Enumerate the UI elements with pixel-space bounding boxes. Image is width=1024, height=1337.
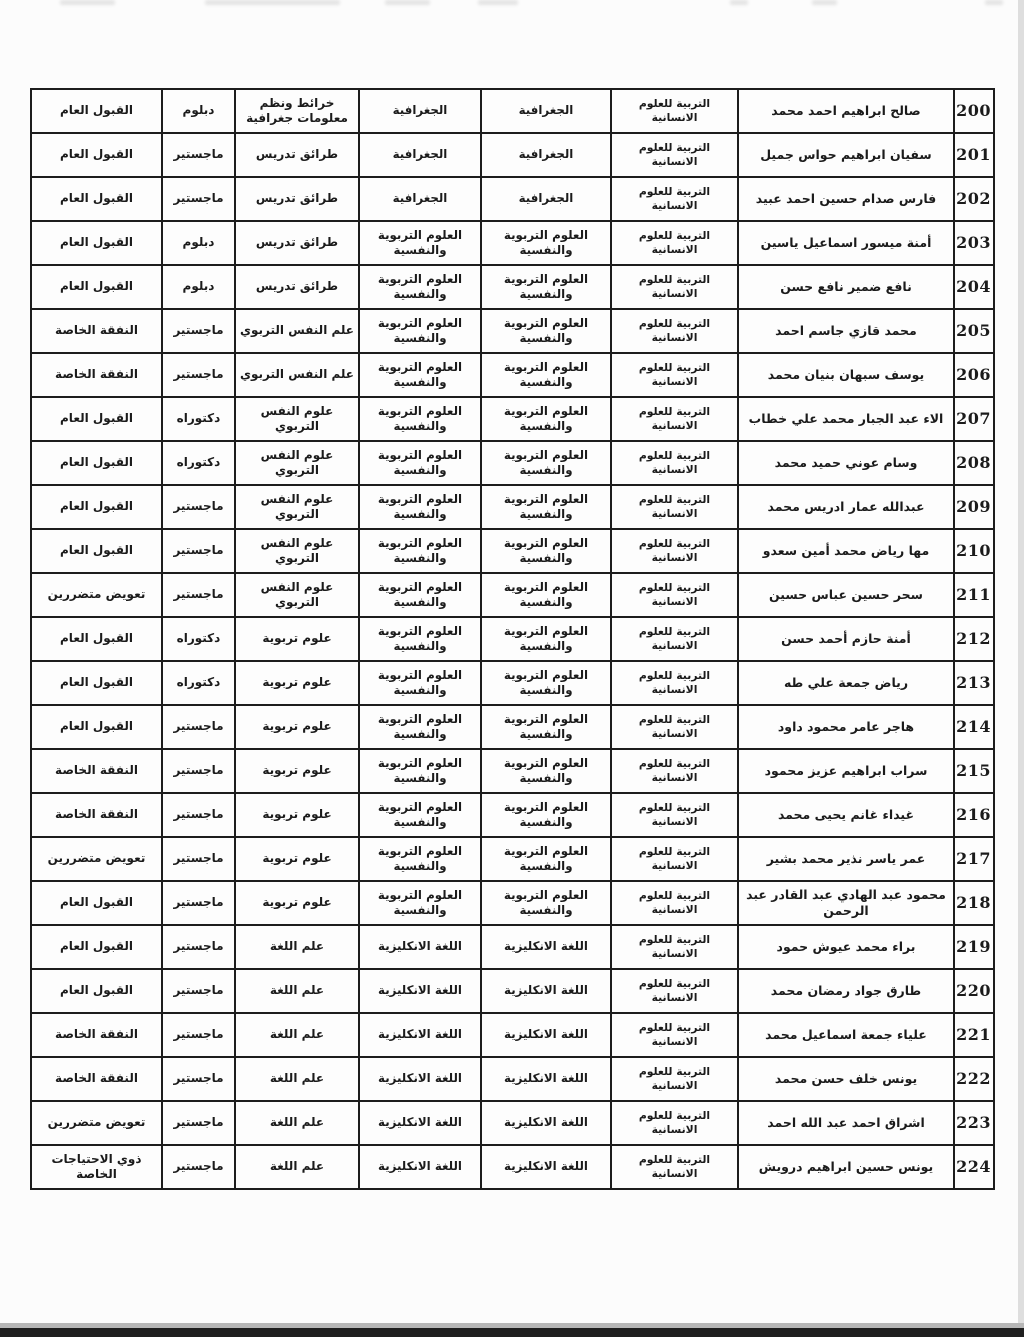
specialty-cell: علوم تربوية [235,705,359,749]
scan-edge-right [1018,0,1024,1337]
table-row [31,265,994,309]
specialty-cell: علم النفس التربوي [235,309,359,353]
student-name-cell: براء محمد عيوش حمود [738,925,954,969]
general-specialty-cell: العلوم التربوية والنفسية [359,793,481,837]
general-specialty-cell: العلوم التربوية والنفسية [359,881,481,925]
general-specialty-cell: اللغة الانكليزية [359,1013,481,1057]
college-cell: التربية للعلوم الانسانية [611,1145,738,1189]
serial-number-cell: 207 [954,397,994,441]
serial-number-cell: 204 [954,265,994,309]
college-cell: التربية للعلوم الانسانية [611,177,738,221]
student-name-cell: أمنة ميسور اسماعيل ياسين [738,221,954,265]
table-row [31,1145,994,1189]
scan-edge-bottom [0,1328,1024,1337]
specialty-cell: علوم تربوية [235,793,359,837]
student-name-cell: يونس حسين ابراهيم درويش [738,1145,954,1189]
table-row [31,221,994,265]
college-cell: التربية للعلوم الانسانية [611,793,738,837]
specialty-cell: طرائق تدريس [235,133,359,177]
admission-channel-cell: القبول العام [31,397,162,441]
college-cell: التربية للعلوم الانسانية [611,749,738,793]
table-row [31,573,994,617]
department-cell: العلوم التربوية والنفسية [481,221,611,265]
department-cell: العلوم التربوية والنفسية [481,661,611,705]
scan-artifact [730,0,748,5]
student-name-cell: علياء جمعة اسماعيل محمد [738,1013,954,1057]
table-row [31,793,994,837]
specialty-cell: علوم النفس التربوي [235,397,359,441]
serial-number-cell: 202 [954,177,994,221]
department-cell: العلوم التربوية والنفسية [481,881,611,925]
degree-cell: دكتوراه [162,441,235,485]
degree-cell: دكتوراه [162,617,235,661]
admission-channel-cell: القبول العام [31,529,162,573]
admission-channel-cell: النفقة الخاصة [31,353,162,397]
admission-channel-cell: القبول العام [31,265,162,309]
student-name-cell: اشراق احمد عبد الله احمد [738,1101,954,1145]
serial-number-cell: 209 [954,485,994,529]
admission-channel-cell: النفقة الخاصة [31,749,162,793]
department-cell: العلوم التربوية والنفسية [481,441,611,485]
degree-cell: ماجستير [162,353,235,397]
specialty-cell: علوم تربوية [235,661,359,705]
general-specialty-cell: العلوم التربوية والنفسية [359,837,481,881]
student-name-cell: غيداء غانم يحيى محمد [738,793,954,837]
admission-channel-cell: القبول العام [31,89,162,133]
degree-cell: ماجستير [162,177,235,221]
degree-cell: ماجستير [162,1101,235,1145]
general-specialty-cell: العلوم التربوية والنفسية [359,705,481,749]
student-name-cell: نافع ضمير نافع حسن [738,265,954,309]
admission-channel-cell: القبول العام [31,617,162,661]
general-specialty-cell: الجغرافية [359,89,481,133]
admission-channel-cell: تعويض متضررين [31,573,162,617]
admission-channel-cell: النفقة الخاصة [31,793,162,837]
degree-cell: ماجستير [162,925,235,969]
table-row [31,397,994,441]
student-name-cell: طارق جواد رمضان محمد [738,969,954,1013]
specialty-cell: علوم تربوية [235,881,359,925]
scan-artifact [812,0,837,5]
serial-number-cell: 210 [954,529,994,573]
degree-cell: ماجستير [162,1145,235,1189]
student-name-cell: يوسف سبهان بنيان محمد [738,353,954,397]
scan-artifact [478,0,518,5]
specialty-cell: طرائق تدريس [235,265,359,309]
college-cell: التربية للعلوم الانسانية [611,353,738,397]
admission-channel-cell: القبول العام [31,441,162,485]
department-cell: اللغة الانكليزية [481,1145,611,1189]
admission-channel-cell: تعويض متضررين [31,1101,162,1145]
specialty-cell: خرائط ونظم معلومات جغرافية [235,89,359,133]
student-name-cell: عبدالله عمار ادريس محمد [738,485,954,529]
table-row [31,353,994,397]
specialty-cell: علوم النفس التربوي [235,573,359,617]
table-row [31,969,994,1013]
serial-number-cell: 200 [954,89,994,133]
serial-number-cell: 217 [954,837,994,881]
specialty-cell: علوم النفس التربوي [235,529,359,573]
college-cell: التربية للعلوم الانسانية [611,441,738,485]
scan-artifact [205,0,340,5]
college-cell: التربية للعلوم الانسانية [611,89,738,133]
admission-channel-cell: ذوي الاحتياجات الخاصة [31,1145,162,1189]
specialty-cell: علوم تربوية [235,837,359,881]
serial-number-cell: 208 [954,441,994,485]
admissions-table [30,88,995,1190]
department-cell: العلوم التربوية والنفسية [481,573,611,617]
degree-cell: ماجستير [162,133,235,177]
student-name-cell: محمود عبد الهادي عبد القادر عبد الرحمن [738,881,954,925]
specialty-cell: علوم النفس التربوي [235,485,359,529]
serial-number-cell: 224 [954,1145,994,1189]
degree-cell: ماجستير [162,881,235,925]
department-cell: الجغرافية [481,133,611,177]
specialty-cell: علوم تربوية [235,617,359,661]
department-cell: اللغة الانكليزية [481,1013,611,1057]
table-row [31,529,994,573]
table-row [31,177,994,221]
serial-number-cell: 220 [954,969,994,1013]
degree-cell: ماجستير [162,573,235,617]
college-cell: التربية للعلوم الانسانية [611,969,738,1013]
department-cell: الجغرافية [481,89,611,133]
general-specialty-cell: العلوم التربوية والنفسية [359,749,481,793]
college-cell: التربية للعلوم الانسانية [611,221,738,265]
scan-artifact [60,0,115,5]
specialty-cell: علم اللغة [235,1013,359,1057]
college-cell: التربية للعلوم الانسانية [611,573,738,617]
college-cell: التربية للعلوم الانسانية [611,265,738,309]
serial-number-cell: 221 [954,1013,994,1057]
general-specialty-cell: العلوم التربوية والنفسية [359,309,481,353]
degree-cell: ماجستير [162,793,235,837]
college-cell: التربية للعلوم الانسانية [611,661,738,705]
general-specialty-cell: اللغة الانكليزية [359,1057,481,1101]
department-cell: العلوم التربوية والنفسية [481,837,611,881]
admission-channel-cell: النفقة الخاصة [31,309,162,353]
admission-channel-cell: القبول العام [31,133,162,177]
serial-number-cell: 201 [954,133,994,177]
serial-number-cell: 206 [954,353,994,397]
serial-number-cell: 203 [954,221,994,265]
general-specialty-cell: العلوم التربوية والنفسية [359,573,481,617]
table-row [31,705,994,749]
admission-channel-cell: القبول العام [31,661,162,705]
general-specialty-cell: الجغرافية [359,133,481,177]
serial-number-cell: 205 [954,309,994,353]
department-cell: اللغة الانكليزية [481,969,611,1013]
admission-channel-cell: القبول العام [31,221,162,265]
degree-cell: دبلوم [162,89,235,133]
specialty-cell: علم اللغة [235,925,359,969]
department-cell: العلوم التربوية والنفسية [481,793,611,837]
table-body [31,89,994,1189]
general-specialty-cell: العلوم التربوية والنفسية [359,221,481,265]
serial-number-cell: 212 [954,617,994,661]
general-specialty-cell: العلوم التربوية والنفسية [359,485,481,529]
admission-channel-cell: القبول العام [31,485,162,529]
degree-cell: دبلوم [162,221,235,265]
table-row [31,309,994,353]
degree-cell: ماجستير [162,1013,235,1057]
specialty-cell: طرائق تدريس [235,177,359,221]
department-cell: العلوم التربوية والنفسية [481,485,611,529]
specialty-cell: علم اللغة [235,969,359,1013]
serial-number-cell: 213 [954,661,994,705]
student-name-cell: سفيان ابراهيم حواس جميل [738,133,954,177]
department-cell: العلوم التربوية والنفسية [481,705,611,749]
general-specialty-cell: العلوم التربوية والنفسية [359,617,481,661]
table-row [31,89,994,133]
degree-cell: ماجستير [162,749,235,793]
specialty-cell: علم اللغة [235,1057,359,1101]
student-name-cell: الاء عبد الجبار محمد علي خطاب [738,397,954,441]
department-cell: العلوم التربوية والنفسية [481,617,611,661]
college-cell: التربية للعلوم الانسانية [611,397,738,441]
student-name-cell: سحر حسين عباس حسين [738,573,954,617]
specialty-cell: علم النفس التربوي [235,353,359,397]
department-cell: العلوم التربوية والنفسية [481,265,611,309]
admission-channel-cell: النفقة الخاصة [31,1057,162,1101]
college-cell: التربية للعلوم الانسانية [611,529,738,573]
specialty-cell: طرائق تدريس [235,221,359,265]
admission-channel-cell: القبول العام [31,969,162,1013]
table-row [31,661,994,705]
table-row [31,617,994,661]
student-name-cell: رياض جمعة علي طه [738,661,954,705]
department-cell: اللغة الانكليزية [481,925,611,969]
degree-cell: ماجستير [162,485,235,529]
department-cell: اللغة الانكليزية [481,1101,611,1145]
student-name-cell: فارس صدام حسين احمد عبيد [738,177,954,221]
student-name-cell: وسام عوني حميد محمد [738,441,954,485]
degree-cell: ماجستير [162,529,235,573]
serial-number-cell: 211 [954,573,994,617]
table-row [31,133,994,177]
degree-cell: دبلوم [162,265,235,309]
degree-cell: ماجستير [162,1057,235,1101]
general-specialty-cell: العلوم التربوية والنفسية [359,353,481,397]
college-cell: التربية للعلوم الانسانية [611,705,738,749]
serial-number-cell: 215 [954,749,994,793]
student-name-cell: سراب ابراهيم عزيز محمود [738,749,954,793]
general-specialty-cell: العلوم التربوية والنفسية [359,661,481,705]
department-cell: العلوم التربوية والنفسية [481,749,611,793]
admission-channel-cell: القبول العام [31,177,162,221]
college-cell: التربية للعلوم الانسانية [611,1013,738,1057]
college-cell: التربية للعلوم الانسانية [611,1057,738,1101]
college-cell: التربية للعلوم الانسانية [611,309,738,353]
department-cell: العلوم التربوية والنفسية [481,397,611,441]
college-cell: التربية للعلوم الانسانية [611,485,738,529]
student-name-cell: يونس خلف حسن محمد [738,1057,954,1101]
general-specialty-cell: اللغة الانكليزية [359,925,481,969]
department-cell: الجغرافية [481,177,611,221]
specialty-cell: علم اللغة [235,1145,359,1189]
specialty-cell: علوم تربوية [235,749,359,793]
department-cell: العلوم التربوية والنفسية [481,353,611,397]
general-specialty-cell: العلوم التربوية والنفسية [359,441,481,485]
scan-artifact [385,0,430,5]
student-name-cell: صالح ابراهيم احمد محمد [738,89,954,133]
table-row [31,485,994,529]
degree-cell: دكتوراه [162,397,235,441]
degree-cell: ماجستير [162,705,235,749]
degree-cell: ماجستير [162,969,235,1013]
table-row [31,1013,994,1057]
college-cell: التربية للعلوم الانسانية [611,617,738,661]
general-specialty-cell: العلوم التربوية والنفسية [359,397,481,441]
student-name-cell: هاجر عامر محمود داود [738,705,954,749]
college-cell: التربية للعلوم الانسانية [611,837,738,881]
college-cell: التربية للعلوم الانسانية [611,881,738,925]
degree-cell: ماجستير [162,309,235,353]
department-cell: العلوم التربوية والنفسية [481,309,611,353]
general-specialty-cell: العلوم التربوية والنفسية [359,529,481,573]
serial-number-cell: 222 [954,1057,994,1101]
serial-number-cell: 214 [954,705,994,749]
general-specialty-cell: الجغرافية [359,177,481,221]
student-name-cell: محمد قازي جاسم احمد [738,309,954,353]
admission-channel-cell: القبول العام [31,705,162,749]
general-specialty-cell: العلوم التربوية والنفسية [359,265,481,309]
table-row [31,881,994,925]
table-row [31,925,994,969]
serial-number-cell: 216 [954,793,994,837]
table-row [31,837,994,881]
department-cell: اللغة الانكليزية [481,1057,611,1101]
student-name-cell: أمنة حازم أحمد حسن [738,617,954,661]
serial-number-cell: 218 [954,881,994,925]
general-specialty-cell: اللغة الانكليزية [359,1101,481,1145]
admission-channel-cell: القبول العام [31,881,162,925]
student-name-cell: مها رياض محمد أمين سعدو [738,529,954,573]
student-name-cell: عمر ياسر نذير محمد بشير [738,837,954,881]
serial-number-cell: 223 [954,1101,994,1145]
general-specialty-cell: اللغة الانكليزية [359,969,481,1013]
degree-cell: ماجستير [162,837,235,881]
admission-channel-cell: القبول العام [31,925,162,969]
scan-artifact [985,0,1003,5]
college-cell: التربية للعلوم الانسانية [611,1101,738,1145]
table-row [31,749,994,793]
college-cell: التربية للعلوم الانسانية [611,925,738,969]
college-cell: التربية للعلوم الانسانية [611,133,738,177]
table-row [31,441,994,485]
table-row [31,1057,994,1101]
department-cell: العلوم التربوية والنفسية [481,529,611,573]
admission-channel-cell: تعويض متضررين [31,837,162,881]
specialty-cell: علم اللغة [235,1101,359,1145]
admission-channel-cell: النفقة الخاصة [31,1013,162,1057]
serial-number-cell: 219 [954,925,994,969]
general-specialty-cell: اللغة الانكليزية [359,1145,481,1189]
degree-cell: دكتوراه [162,661,235,705]
table-row [31,1101,994,1145]
specialty-cell: علوم النفس التربوي [235,441,359,485]
